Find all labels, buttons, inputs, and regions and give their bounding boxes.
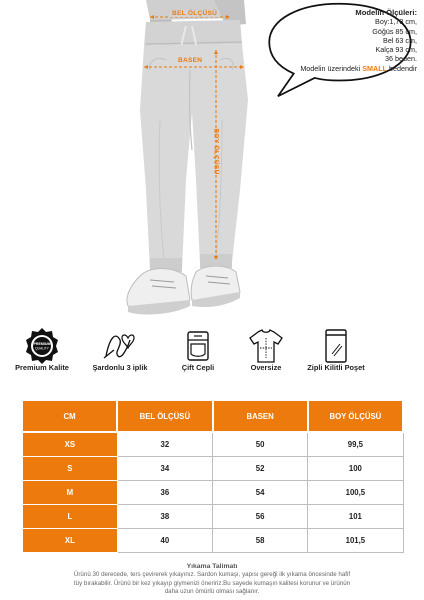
model-info-line: 36 beden. bbox=[385, 54, 417, 64]
hip-cell: 50 bbox=[213, 432, 308, 457]
washing-instructions bbox=[10, 562, 414, 597]
table-row bbox=[22, 529, 403, 553]
waist-cell: 34 bbox=[117, 457, 212, 481]
length-label: BOY ÖLÇÜSÜ bbox=[212, 128, 220, 175]
hip-cell: 56 bbox=[213, 505, 308, 529]
table-header-waist: BEL ÖLÇÜSÜ bbox=[117, 400, 212, 432]
size-cell: S bbox=[22, 457, 117, 481]
zip-lock-bag-icon bbox=[316, 326, 356, 366]
waist-cell: 38 bbox=[117, 505, 212, 529]
washing-title: Yıkama Talimatı bbox=[186, 563, 238, 570]
table-row bbox=[22, 481, 403, 505]
premium-quality-badge-icon bbox=[22, 326, 62, 366]
table-row bbox=[22, 505, 403, 529]
sweatpants bbox=[140, 44, 248, 270]
feature-yarn bbox=[78, 322, 162, 394]
feature-label: Premium Kalite bbox=[15, 363, 69, 372]
table-header-row bbox=[22, 400, 403, 432]
svg-text:PREMIUM: PREMIUM bbox=[33, 342, 51, 346]
size-cell: L bbox=[22, 505, 117, 529]
size-cell: XS bbox=[22, 432, 117, 457]
washing-line: tüy bırakabilir. Ürünü bir kez yıkayıp giymenizi öneririz.Bu sayede kumaşın kalitesi korunur ve ürünün bbox=[73, 579, 351, 587]
waist-cell: 40 bbox=[117, 529, 212, 553]
washing-line: Ürünü 30 derecede, ters çevirerek yıkayınız. Sardon kumaşı, yapısı gereği ilk yıkama öncesinde hafif bbox=[73, 571, 351, 578]
waist-label: BEL ÖLÇÜSÜ bbox=[172, 10, 218, 17]
size-chart-table bbox=[21, 399, 404, 553]
features-row bbox=[0, 322, 424, 396]
yarn-icon bbox=[100, 326, 140, 366]
model-size-highlight: SMALL bbox=[362, 63, 388, 73]
length-cell: 100,5 bbox=[308, 481, 403, 505]
table-header-hip: BASEN bbox=[213, 400, 308, 432]
model-info-line: Boy:1,78 cm, bbox=[375, 17, 417, 27]
table-header-cm: CM bbox=[22, 400, 117, 432]
length-cell: 100 bbox=[308, 457, 403, 481]
length-cell: 101,5 bbox=[308, 529, 403, 553]
feature-label: Şardonlu 3 iplik bbox=[92, 363, 148, 372]
hip-label: BASEN bbox=[178, 57, 203, 64]
model-info-line: Kalça 93 cm, bbox=[375, 45, 417, 55]
model-info-bubble bbox=[255, 2, 424, 112]
svg-text:QUALITY: QUALITY bbox=[35, 346, 49, 351]
length-cell: 101 bbox=[308, 505, 403, 529]
waist-cell: 32 bbox=[117, 432, 212, 457]
feature-zip-lock-bag bbox=[294, 322, 378, 394]
feature-label: Oversize bbox=[250, 363, 282, 372]
table-row bbox=[22, 457, 403, 481]
model-info-title: Modelin Ölçüleri: bbox=[355, 8, 417, 17]
length-cell: 99,5 bbox=[308, 432, 403, 457]
waist-cell: 36 bbox=[117, 481, 212, 505]
washing-line: daha uzun ömürlü olması sağlanır. bbox=[164, 588, 260, 596]
feature-premium-quality bbox=[0, 322, 84, 394]
double-pocket-icon bbox=[178, 326, 218, 366]
hip-cell: 52 bbox=[213, 457, 308, 481]
table-row bbox=[22, 432, 403, 457]
hip-cell: 58 bbox=[213, 529, 308, 553]
table-header-length: BOY ÖLÇÜSÜ bbox=[308, 400, 403, 432]
model-info-line: Göğüs 85 cm, bbox=[372, 26, 417, 36]
model-info-line: Bel 63 cm, bbox=[383, 35, 417, 45]
size-cell: M bbox=[22, 481, 117, 505]
feature-label: Zipli Kilitli Poşet bbox=[307, 363, 365, 372]
hip-cell: 54 bbox=[213, 481, 308, 505]
feature-label: Çift Cepli bbox=[181, 363, 215, 372]
size-cell: XL bbox=[22, 529, 117, 553]
oversize-tshirt-icon bbox=[246, 326, 286, 366]
model-size-note: Modelin üzerindeki SMALL bedendir bbox=[300, 63, 417, 73]
